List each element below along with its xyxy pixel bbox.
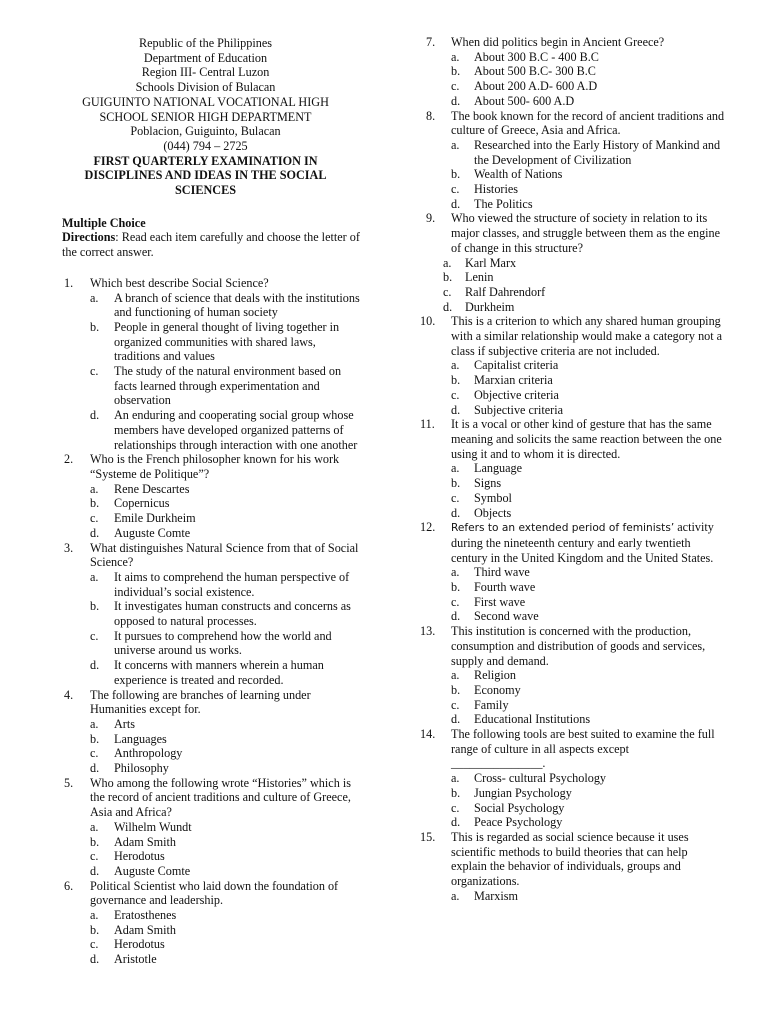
option-letter: d.	[90, 658, 100, 673]
answer-option	[90, 570, 363, 599]
header-line: Schools Division of Bulacan	[135, 80, 276, 95]
option-letter: c.	[443, 284, 452, 299]
answer-option	[90, 835, 363, 850]
option-letter: a.	[451, 888, 460, 903]
question-text: The following tools are best suited to examine the full range of culture in all aspects except _______________.	[451, 727, 715, 771]
answer-option	[90, 320, 363, 364]
option-text: Wilhelm Wundt	[114, 819, 192, 834]
answer-option	[451, 403, 725, 418]
option-text: Religion	[474, 668, 516, 683]
option-letter: a.	[451, 461, 460, 476]
question-text: When did politics begin in Ancient Greece?	[451, 35, 665, 49]
header-line: Poblacion, Guiguinto, Bulacan	[130, 124, 281, 139]
answer-option	[443, 284, 725, 300]
question-text: Political Scientist who laid down the foundation of governance and leadership.	[90, 878, 339, 908]
question-item	[48, 541, 363, 688]
option-letter: d.	[90, 408, 100, 423]
question-text: Who among the following wrote “Histories” which is the record of ancient traditions and culture of Greece, Asia and Africa?	[90, 775, 351, 820]
answer-option	[451, 476, 725, 491]
option-text: Histories	[474, 182, 519, 197]
option-letter: a.	[90, 481, 99, 496]
option-letter: c.	[451, 490, 460, 505]
option-text: Educational Institutions	[474, 712, 591, 727]
option-letter: b.	[451, 785, 461, 800]
question-item	[420, 830, 725, 904]
option-text: Subjective criteria	[474, 402, 563, 417]
question-item	[420, 35, 725, 109]
option-list	[90, 482, 363, 541]
answer-option	[451, 182, 725, 197]
question-text: This is regarded as social science because it uses scientific methods to build theories that can help explain the behavior of individuals, groups and organizations.	[451, 829, 689, 889]
option-letter: d.	[90, 525, 100, 540]
option-text: Arts	[114, 716, 135, 731]
option-text: About 200 A.D- 600 A.D	[474, 79, 598, 94]
option-text: About 500 B.C- 300 B.C	[474, 64, 596, 79]
right-column	[420, 35, 725, 903]
option-text: Aristotle	[114, 952, 157, 967]
answer-option	[451, 801, 725, 816]
option-text: Wealth of Nations	[474, 167, 563, 182]
question-item	[420, 624, 725, 727]
left-column	[48, 0, 363, 967]
header-line: (044) 794 – 2725	[163, 138, 248, 153]
option-text: Peace Psychology	[474, 815, 563, 830]
answer-option	[451, 889, 725, 904]
answer-option	[90, 364, 363, 408]
question-item	[420, 211, 725, 314]
option-text: Social Psychology	[474, 800, 565, 815]
option-letter: d.	[90, 761, 100, 776]
option-text: It investigates human constructs and concerns as opposed to natural processes.	[114, 599, 351, 629]
option-text: Rene Descartes	[114, 481, 190, 496]
answer-option	[451, 64, 725, 79]
option-letter: c.	[451, 594, 460, 609]
option-letter: b.	[443, 270, 453, 285]
option-text: Herodotus	[114, 849, 165, 864]
option-letter: b.	[90, 731, 100, 746]
option-text: Auguste Comte	[114, 863, 191, 878]
option-text: An enduring and cooperating social group whose members have developed organized patterns of relationships through interaction with one another	[114, 408, 358, 452]
option-letter: c.	[451, 697, 460, 712]
option-letter: b.	[90, 319, 100, 334]
option-letter: a.	[90, 290, 99, 305]
question-number: 15.	[420, 829, 436, 844]
answer-option	[90, 820, 363, 835]
option-letter: c.	[451, 387, 460, 402]
option-letter: b.	[90, 834, 100, 849]
question-item	[420, 109, 725, 212]
option-list	[451, 138, 725, 212]
answer-option	[90, 496, 363, 511]
option-list	[90, 908, 363, 967]
answer-option	[90, 482, 363, 497]
option-text: About 500- 600 A.D	[474, 93, 575, 108]
question-number: 12.	[420, 520, 436, 535]
option-text: It concerns with manners wherein a human experience is treated and recorded.	[114, 658, 324, 687]
answer-option	[90, 629, 363, 658]
exam-title: FIRST QUARTERLY EXAMINATION IN DISCIPLINES AND IDEAS IN THE SOCIAL SCIENCES	[84, 153, 327, 198]
answer-option	[451, 771, 725, 786]
option-text: People in general thought of living together in organized communities with shared laws, traditions and values	[114, 319, 340, 364]
question-item	[48, 276, 363, 452]
question-number: 6.	[64, 878, 74, 893]
answer-option	[90, 291, 363, 320]
school-header	[48, 36, 363, 198]
option-text: Family	[474, 697, 509, 712]
option-letter: d.	[90, 952, 100, 967]
option-letter: b.	[451, 64, 461, 79]
answer-option	[451, 683, 725, 698]
option-letter: c.	[90, 937, 99, 952]
option-letter: a.	[451, 49, 460, 64]
question-text: The book known for the record of ancient traditions and culture of Greece, Asia and Africa.	[451, 108, 725, 138]
question-number: 1.	[64, 275, 74, 290]
question-item	[48, 452, 363, 540]
option-text: Eratosthenes	[114, 908, 177, 923]
option-list	[451, 358, 725, 417]
option-letter: d.	[451, 196, 461, 211]
option-text: Economy	[474, 682, 521, 697]
directions-label: Directions	[62, 230, 116, 245]
answer-option	[451, 388, 725, 403]
question-number: 5.	[64, 775, 74, 790]
question-number: 3.	[64, 540, 74, 555]
answer-option	[451, 358, 725, 373]
option-text: The Politics	[474, 196, 533, 211]
answer-option	[451, 815, 725, 830]
option-list	[90, 291, 363, 453]
answer-option	[90, 717, 363, 732]
option-letter: a.	[451, 668, 460, 683]
answer-option	[90, 732, 363, 747]
question-item	[48, 879, 363, 967]
question-item	[420, 314, 725, 417]
question-text: Who viewed the structure of society in relation to its major classes, and struggle between them as the engine of change in this structure?	[451, 211, 721, 255]
answer-option	[90, 658, 363, 687]
option-text: A branch of science that deals with the institutions and functioning of human society	[114, 290, 360, 320]
option-text: Adam Smith	[114, 922, 176, 937]
answer-option	[90, 761, 363, 776]
option-letter: a.	[90, 716, 99, 731]
option-text: Copernicus	[114, 496, 170, 511]
question-text: The following are branches of learning under Humanities except for.	[90, 687, 311, 717]
option-list	[90, 570, 363, 688]
option-text: Auguste Comte	[114, 525, 191, 540]
option-text: Languages	[114, 731, 167, 746]
option-text: The study of the natural environment based on facts learned through experimentation and observation	[114, 364, 342, 408]
option-text: Marxian criteria	[474, 373, 553, 388]
question-text: This institution is concerned with the production, consumption and distribution of goods and services, supply and demand.	[451, 624, 706, 668]
option-letter: b.	[451, 476, 461, 491]
answer-option	[90, 408, 363, 452]
option-text: Second wave	[474, 609, 539, 624]
header-line: SCHOOL SENIOR HIGH DEPARTMENT	[99, 109, 312, 124]
option-list	[443, 255, 725, 315]
option-text: Cross- cultural Psychology	[474, 771, 607, 786]
question-text-part: activity during the nineteenth century and early twentieth century in the United Kingdom and the United States.	[451, 520, 714, 565]
answer-option	[90, 526, 363, 541]
answer-option	[451, 786, 725, 801]
option-letter: d.	[451, 712, 461, 727]
question-text-part: Refers to an extended period of feminists’	[451, 522, 675, 535]
option-letter: d.	[451, 609, 461, 624]
option-letter: c.	[90, 849, 99, 864]
question-text: Which best describe Social Science?	[90, 275, 269, 290]
header-line: GUIGUINTO NATIONAL VOCATIONAL HIGH	[82, 94, 329, 109]
question-number: 9.	[426, 211, 436, 226]
answer-option	[451, 668, 725, 683]
answer-option	[90, 864, 363, 879]
header-line: Region III- Central Luzon	[141, 65, 270, 80]
answer-option	[451, 167, 725, 182]
answer-option	[90, 511, 363, 526]
answer-option	[451, 461, 725, 476]
option-letter: b.	[90, 496, 100, 511]
answer-option	[90, 849, 363, 864]
answer-option	[90, 952, 363, 967]
option-letter: a.	[451, 565, 460, 580]
answer-option	[451, 138, 725, 167]
option-letter: a.	[443, 255, 452, 270]
option-letter: a.	[90, 908, 99, 923]
option-letter: b.	[451, 580, 461, 595]
answer-option	[451, 595, 725, 610]
option-text: About 300 B.C - 400 B.C	[474, 49, 599, 64]
option-text: Third wave	[474, 565, 530, 580]
option-letter: a.	[90, 569, 99, 584]
option-text: Karl Marx	[465, 255, 517, 270]
question-number: 14.	[420, 727, 436, 742]
option-text: It pursues to comprehend how the world and universe around us works.	[114, 628, 332, 658]
option-letter: c.	[451, 800, 460, 815]
option-text: Ralf Dahrendorf	[465, 284, 546, 299]
answer-option	[451, 712, 725, 727]
question-text: What distinguishes Natural Science from that of Social Science?	[90, 540, 359, 570]
header-line: Department of Education	[143, 50, 268, 65]
option-letter: b.	[451, 373, 461, 388]
option-letter: b.	[90, 922, 100, 937]
option-text: Emile Durkheim	[114, 511, 196, 526]
question-text: Who is the French philosopher known for his work “Systeme de Politique”?	[90, 452, 340, 481]
option-text: Marxism	[474, 888, 519, 903]
answer-option	[451, 580, 725, 595]
question-list-right	[420, 35, 725, 903]
option-letter: d.	[451, 815, 461, 830]
question-item	[420, 417, 725, 520]
option-letter: b.	[451, 167, 461, 182]
option-list	[451, 889, 725, 904]
answer-option	[451, 506, 725, 521]
option-letter: c.	[451, 182, 460, 197]
option-list	[451, 565, 725, 624]
answer-option	[451, 373, 725, 388]
option-text: Herodotus	[114, 937, 165, 952]
option-text: Language	[474, 461, 523, 476]
option-text: Objective criteria	[474, 387, 559, 402]
answer-option	[443, 270, 725, 285]
option-list	[451, 461, 725, 520]
option-text: Fourth wave	[474, 580, 536, 595]
option-letter: a.	[451, 771, 460, 786]
answer-option	[443, 299, 725, 315]
answer-option	[451, 698, 725, 713]
option-letter: a.	[451, 137, 460, 152]
answer-option	[451, 565, 725, 580]
answer-option	[90, 908, 363, 923]
option-letter: d.	[451, 93, 461, 108]
option-text: Capitalist criteria	[474, 358, 559, 373]
question-item	[48, 776, 363, 879]
option-list	[451, 771, 725, 830]
option-list	[90, 820, 363, 879]
answer-option	[451, 491, 725, 506]
option-text: Philosophy	[114, 761, 169, 776]
option-text: Adam Smith	[114, 834, 176, 849]
option-text: Lenin	[465, 270, 494, 285]
question-number: 2.	[64, 452, 74, 467]
question-item	[420, 520, 725, 624]
question-number: 4.	[64, 687, 74, 702]
option-list	[451, 668, 725, 727]
answer-option	[90, 937, 363, 952]
option-letter: c.	[90, 364, 99, 379]
question-item	[420, 727, 725, 830]
question-item	[48, 688, 363, 776]
answer-option	[451, 197, 725, 212]
option-letter: a.	[451, 358, 460, 373]
option-text: Durkheim	[465, 299, 515, 314]
option-letter: c.	[90, 628, 99, 643]
option-text: Signs	[474, 476, 502, 491]
answer-option	[451, 94, 725, 109]
question-number: 11.	[420, 417, 435, 432]
option-letter: d.	[443, 299, 453, 314]
option-list	[90, 717, 363, 776]
option-text: First wave	[474, 594, 526, 609]
answer-option	[90, 746, 363, 761]
option-letter: d.	[451, 402, 461, 417]
option-text: Symbol	[474, 490, 512, 505]
directions-text: : Read each item carefully and choose the letter of the correct answer.	[62, 230, 360, 260]
directions	[62, 230, 363, 259]
option-text: Objects	[474, 505, 512, 520]
question-number: 13.	[420, 624, 436, 639]
option-list	[451, 50, 725, 109]
option-letter: d.	[451, 505, 461, 520]
question-number: 8.	[426, 108, 436, 123]
option-text: Researched into the Early History of Mankind and the Development of Civilization	[474, 137, 721, 167]
option-letter: b.	[451, 682, 461, 697]
option-letter: d.	[90, 863, 100, 878]
question-number: 7.	[426, 35, 436, 49]
answer-option	[451, 50, 725, 65]
question-text	[451, 520, 725, 565]
section-heading: Multiple Choice	[62, 215, 146, 230]
option-letter: c.	[90, 746, 99, 761]
option-text: Anthropology	[114, 746, 183, 761]
option-letter: a.	[90, 819, 99, 834]
header-line: Republic of the Philippines	[138, 36, 273, 50]
answer-option	[451, 79, 725, 94]
option-letter: c.	[451, 79, 460, 94]
option-text: Jungian Psychology	[474, 785, 572, 800]
question-number: 10.	[420, 314, 436, 329]
answer-option	[451, 609, 725, 624]
question-text: This is a criterion to which any shared human grouping with a similar relationship would make a category not a class if subjective criteria are not included.	[451, 314, 723, 358]
option-letter: b.	[90, 599, 100, 614]
answer-option	[443, 255, 725, 271]
option-text: It aims to comprehend the human perspective of individual’s social existence.	[114, 569, 350, 599]
answer-option	[90, 599, 363, 628]
option-letter: c.	[90, 511, 99, 526]
answer-option	[90, 923, 363, 938]
question-list-left	[48, 276, 363, 967]
question-text: It is a vocal or other kind of gesture that has the same meaning and solicits the same reaction between the one using it and to whom it is directed.	[451, 417, 722, 461]
